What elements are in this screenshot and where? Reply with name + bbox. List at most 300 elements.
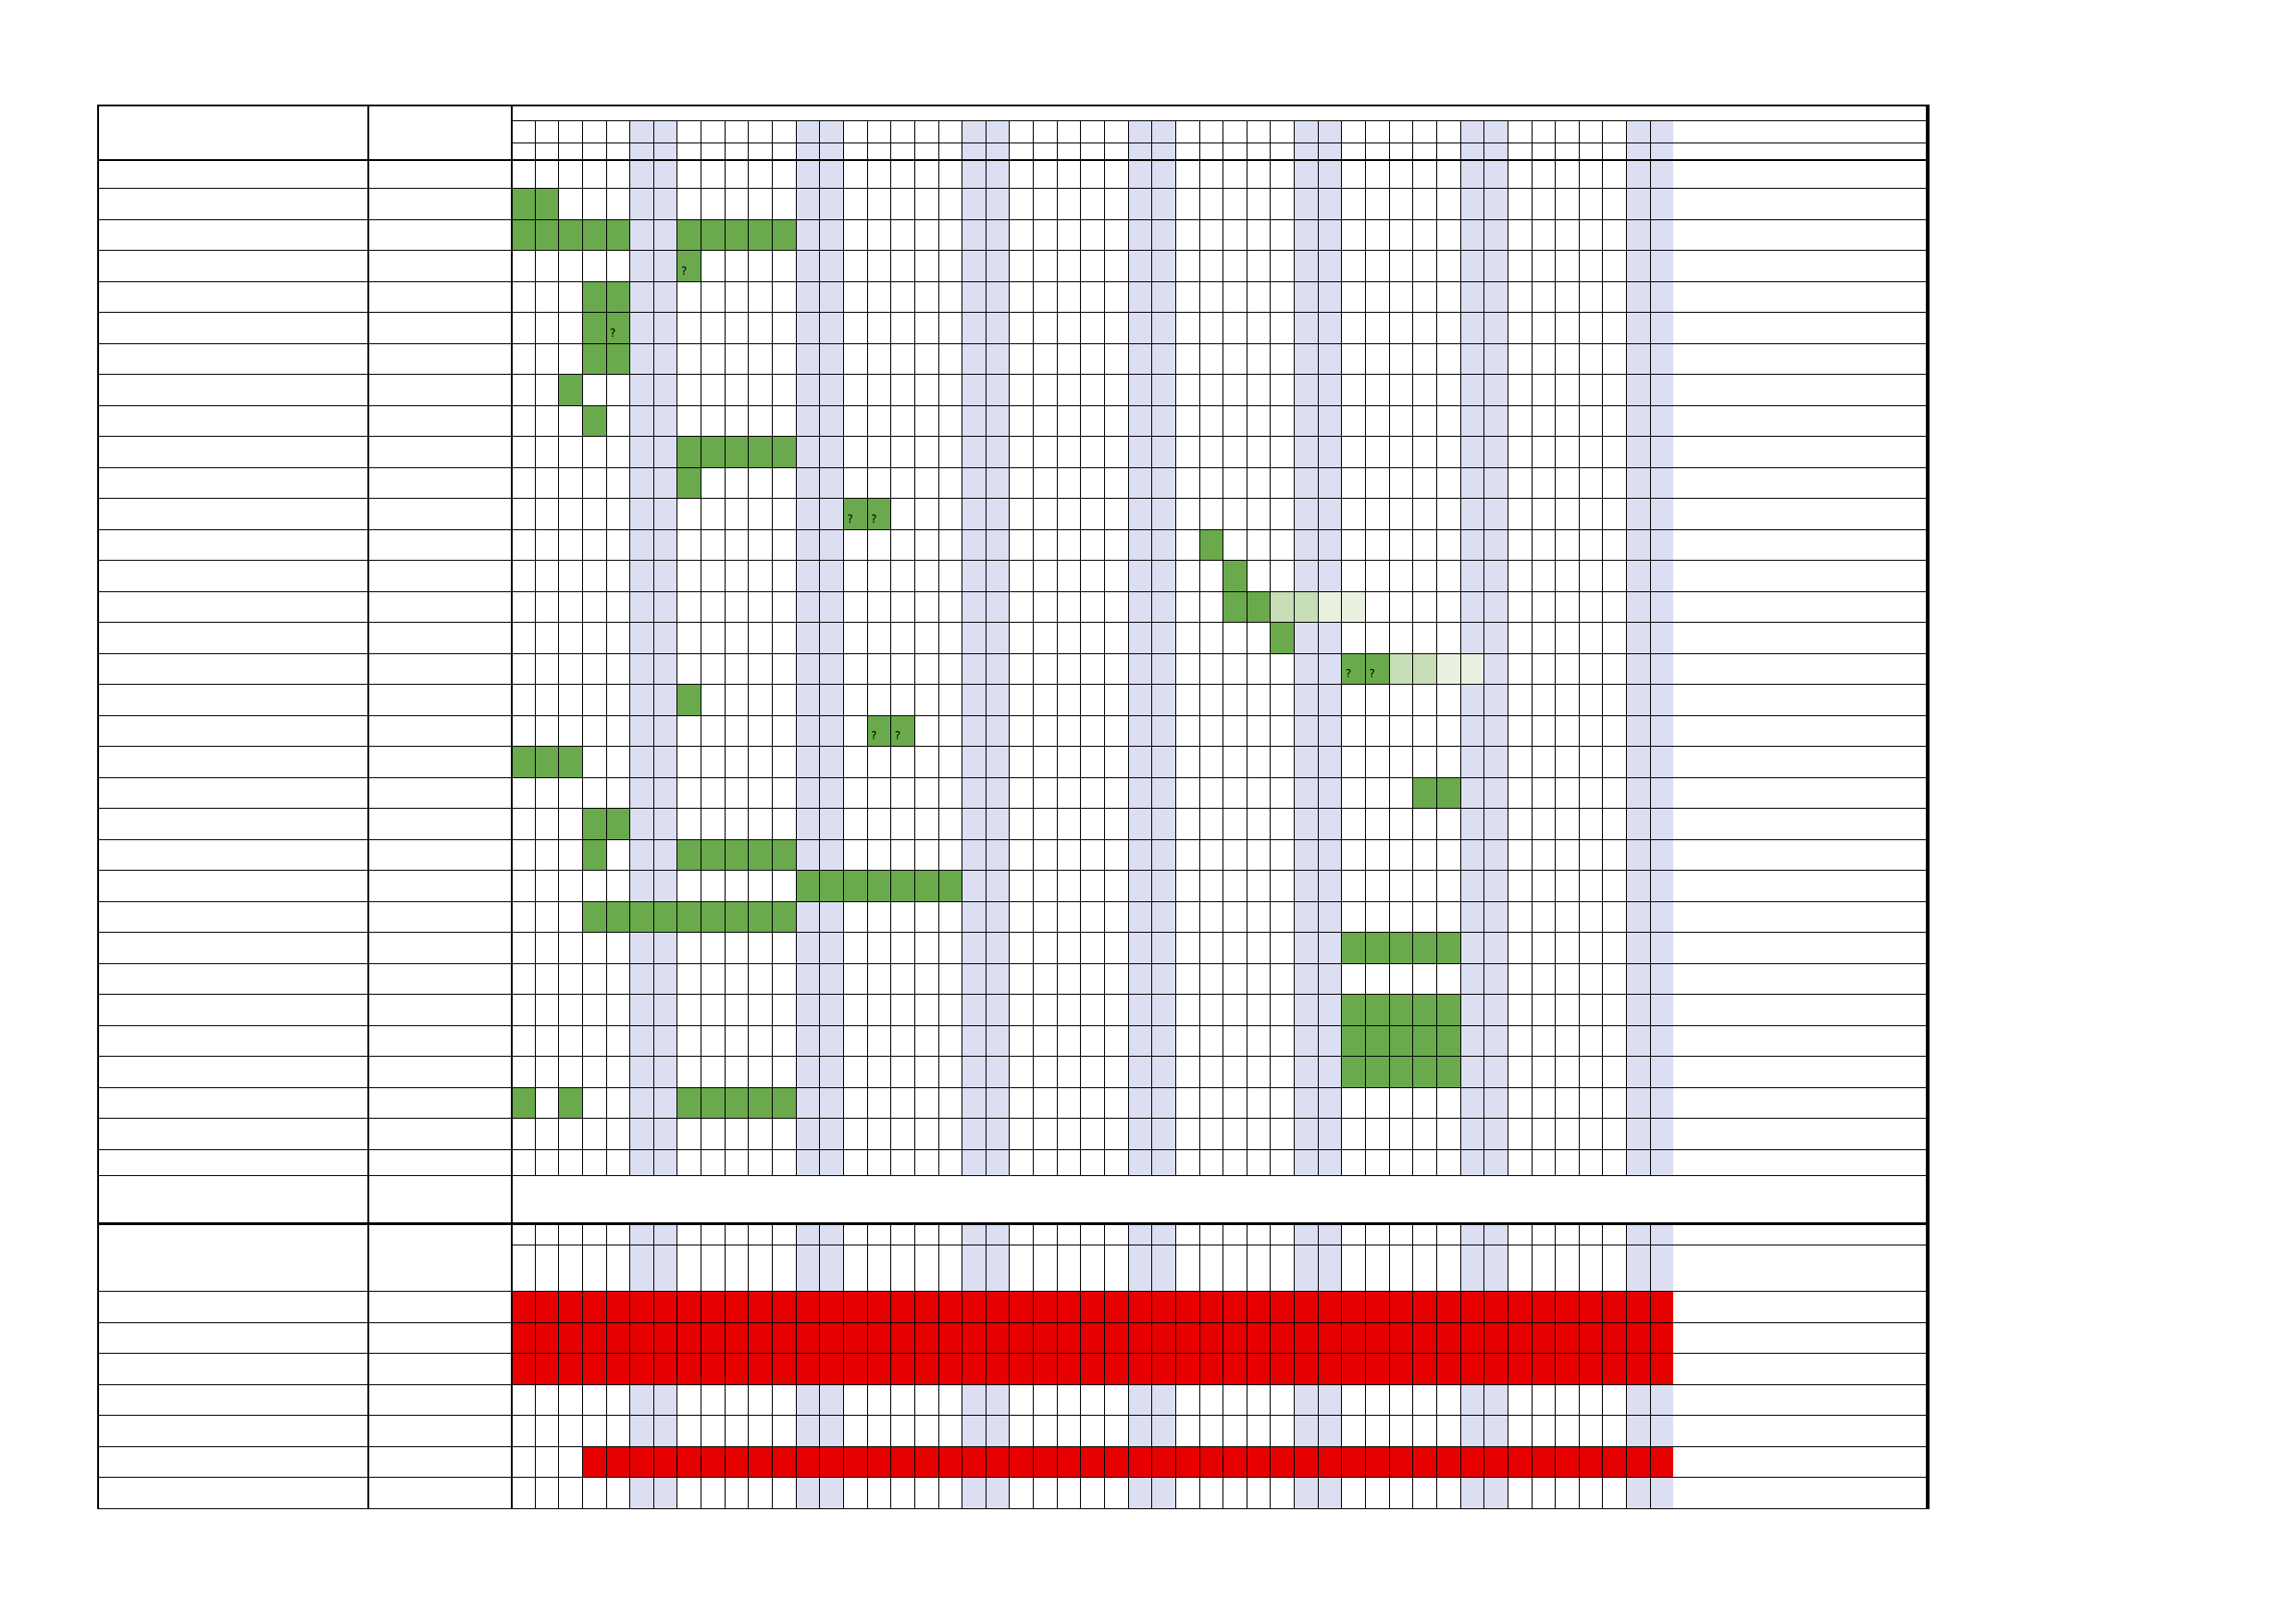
- hazard-cell: [558, 1353, 582, 1384]
- grid-hline: [97, 188, 1928, 189]
- task-bar-cell: [914, 870, 938, 901]
- hazard-cell: [701, 1291, 725, 1322]
- grid-hline: [97, 1446, 1928, 1447]
- hazard-cell: [1341, 1353, 1365, 1384]
- hazard-cell: [1579, 1322, 1603, 1354]
- grid-vline: [1389, 1224, 1390, 1508]
- grid-vline: [1436, 1224, 1437, 1508]
- hazard-cell: [1222, 1291, 1247, 1322]
- grid-vline: [890, 120, 891, 1175]
- column-border: [1928, 105, 1930, 1509]
- hazard-cell: [701, 1322, 725, 1354]
- task-bar-cell: [1436, 1025, 1460, 1057]
- hazard-cell: [1508, 1446, 1532, 1478]
- task-bar-cell: [725, 219, 749, 251]
- hazard-cell: [606, 1322, 630, 1354]
- grid-vline: [1057, 1224, 1058, 1508]
- hazard-cell: [558, 1322, 582, 1354]
- grid-vline: [819, 1224, 820, 1508]
- grid-vline: [1650, 1224, 1651, 1508]
- grid-hline: [97, 684, 1928, 685]
- weekday-divider: [511, 142, 1926, 143]
- grid-vline: [772, 1224, 773, 1508]
- grid-hline: [97, 467, 1928, 468]
- hazard-cell: [1151, 1353, 1175, 1384]
- grid-vline: [1579, 120, 1580, 1175]
- task-bar-cell: [748, 1087, 772, 1119]
- hazard-cell: [1389, 1322, 1413, 1354]
- month-divider: [511, 120, 1926, 121]
- grid-hline: [97, 1415, 1928, 1416]
- grid-vline: [1222, 120, 1223, 1175]
- grid-vline: [535, 1224, 536, 1508]
- hazard-cell: [819, 1446, 843, 1478]
- grid-vline: [1650, 120, 1651, 1175]
- grid-hline: [97, 312, 1928, 313]
- weekend-shade: [629, 120, 653, 1175]
- grid-vline: [914, 120, 915, 1175]
- grid-vline: [676, 120, 677, 1175]
- hazard-cell: [1151, 1291, 1175, 1322]
- grid-vline: [1151, 1224, 1152, 1508]
- hazard-cell: [701, 1446, 725, 1478]
- grid-hline: [97, 1175, 1928, 1176]
- task-bar-cell: [1412, 777, 1436, 809]
- grid-vline: [1412, 120, 1413, 1175]
- weekend-shade: [962, 120, 986, 1175]
- column-border: [97, 105, 99, 1509]
- hazard-cell: [1009, 1353, 1033, 1384]
- hazard-cell: [1175, 1291, 1199, 1322]
- grid-vline: [938, 1224, 939, 1508]
- hazard-cell: [1555, 1322, 1579, 1354]
- grid-hline: [97, 1025, 1928, 1026]
- question-mark: ?: [871, 512, 877, 526]
- grid-vline: [535, 120, 536, 1175]
- hazard-cell: [1508, 1291, 1532, 1322]
- task-bar-cell: [748, 901, 772, 933]
- task-bar-cell: [1412, 1025, 1436, 1057]
- hazard-cell: [629, 1322, 653, 1354]
- task-bar-cell: [725, 436, 749, 467]
- hazard-cell: [748, 1353, 772, 1384]
- hazard-cell: [914, 1291, 938, 1322]
- grid-vline: [1555, 1224, 1556, 1508]
- grid-vline: [653, 1224, 654, 1508]
- hazard-cell: [1460, 1446, 1484, 1478]
- task-bar-cell: [725, 1087, 749, 1119]
- task-bar-cell: [938, 870, 962, 901]
- task-bar-cell: [535, 219, 559, 251]
- hazard-cell: [1318, 1322, 1342, 1354]
- hazard-cell: [1080, 1291, 1104, 1322]
- grid-hline: [97, 994, 1928, 995]
- hazard-cell: [819, 1322, 843, 1354]
- hazard-cell: [819, 1291, 843, 1322]
- grid-vline: [629, 120, 630, 1175]
- grid-vline: [1602, 120, 1603, 1175]
- hazard-cell: [676, 1322, 701, 1354]
- task-bar-cell: [1341, 1025, 1365, 1057]
- task-bar-cell: [606, 281, 630, 313]
- task-bar-cell: [1389, 1056, 1413, 1087]
- weekend-shade: [819, 120, 843, 1175]
- grid-hline: [97, 374, 1928, 375]
- hazard-cell: [511, 1353, 535, 1384]
- task-bar-cell: [1199, 529, 1223, 561]
- hazard-cell: [1222, 1446, 1247, 1478]
- hazard-cell: [796, 1353, 820, 1384]
- hazard-cell: [535, 1353, 559, 1384]
- hazard-cell: [676, 1291, 701, 1322]
- hazard-cell: [1080, 1446, 1104, 1478]
- question-mark: ?: [680, 264, 688, 278]
- hazard-cell: [1128, 1446, 1152, 1478]
- hazard-cell: [1270, 1353, 1294, 1384]
- grid-vline: [914, 1224, 915, 1508]
- hazard-cell: [1318, 1446, 1342, 1478]
- task-bar-cell: [701, 219, 725, 251]
- weekend-shade: [1626, 120, 1650, 1175]
- grid-hline: [97, 250, 1928, 251]
- task-bar-cell: [1365, 932, 1389, 963]
- hazard-cell: [1033, 1322, 1057, 1354]
- hazard-cell: [843, 1353, 867, 1384]
- grid-vline: [1080, 120, 1081, 1175]
- hazard-cell: [1626, 1446, 1650, 1478]
- task-bar-cell: [1412, 994, 1436, 1025]
- hazard-cell: [1650, 1446, 1674, 1478]
- hazard-cell: [629, 1353, 653, 1384]
- grid-vline: [725, 1224, 726, 1508]
- task-bar-cell-tentative: [1341, 591, 1365, 623]
- grid-hline: [97, 839, 1928, 840]
- task-bar-cell-tentative: [1389, 653, 1413, 685]
- task-bar-cell: [1270, 622, 1294, 653]
- hazard-cell: [1365, 1353, 1389, 1384]
- hazard-cell: [629, 1291, 653, 1322]
- task-bar-cell: [535, 188, 559, 219]
- task-bar-cell: [582, 219, 606, 251]
- hazard-cell: [1436, 1322, 1460, 1354]
- hazard-cell: [511, 1291, 535, 1322]
- hazard-cell: [772, 1322, 796, 1354]
- task-bar-cell: [558, 374, 582, 405]
- hazard-cell: [1555, 1446, 1579, 1478]
- grid-vline: [653, 120, 654, 1175]
- hazard-cell: [843, 1322, 867, 1354]
- hazard-cell: [1412, 1353, 1436, 1384]
- grid-hline: [97, 870, 1928, 871]
- hazard-cell: [725, 1322, 749, 1354]
- weekend-shade: [986, 120, 1010, 1175]
- hazard-cell: [1151, 1446, 1175, 1478]
- section-divider: [97, 1222, 1928, 1225]
- hazard-cell: [1555, 1353, 1579, 1384]
- task-bar-cell: [701, 901, 725, 933]
- hazard-cell: [938, 1291, 962, 1322]
- hazard-cell: [535, 1322, 559, 1354]
- hazard-cell: [653, 1446, 677, 1478]
- hazard-cell: [1222, 1322, 1247, 1354]
- hazard-cell: [653, 1353, 677, 1384]
- task-bar-cell: [558, 219, 582, 251]
- hazard-cell: [843, 1446, 867, 1478]
- hazard-cell: [653, 1322, 677, 1354]
- grid-vline: [843, 120, 844, 1175]
- hazard-cell: [1483, 1322, 1508, 1354]
- task-bar-cell-tentative: [1318, 591, 1342, 623]
- hazard-cell: [938, 1353, 962, 1384]
- grid-vline: [1365, 1224, 1366, 1508]
- task-bar-cell: [1436, 777, 1460, 809]
- hazard-cell: [582, 1291, 606, 1322]
- task-bar-cell: [511, 188, 535, 219]
- hazard-cell: [1199, 1322, 1223, 1354]
- hazard-cell: [1247, 1322, 1271, 1354]
- task-bar-cell: [772, 901, 796, 933]
- grid-hline: [97, 715, 1928, 716]
- hazard-cell: [1033, 1446, 1057, 1478]
- hazard-cell: [1175, 1322, 1199, 1354]
- grid-vline: [558, 120, 559, 1175]
- weekend-shade: [1650, 120, 1674, 1175]
- grid-vline: [1341, 1224, 1342, 1508]
- grid-hline: [97, 777, 1928, 778]
- task-bar-cell: [511, 219, 535, 251]
- hazard-cell: [986, 1353, 1010, 1384]
- hazard-cell: [725, 1353, 749, 1384]
- hazard-cell: [1579, 1291, 1603, 1322]
- hazard-cell: [748, 1322, 772, 1354]
- task-bar-cell-tentative: [1270, 591, 1294, 623]
- grid-vline: [1270, 120, 1271, 1175]
- hazard-cell: [843, 1291, 867, 1322]
- grid-hline: [97, 932, 1928, 933]
- hazard-cell: [1365, 1291, 1389, 1322]
- grid-vline: [1270, 1224, 1271, 1508]
- grid-hline: [97, 963, 1928, 964]
- grid-vline: [1318, 120, 1319, 1175]
- hazard-cell: [1128, 1353, 1152, 1384]
- hazard-cell: [1460, 1291, 1484, 1322]
- hazard-cell: [1602, 1322, 1626, 1354]
- task-bar-cell: [1436, 932, 1460, 963]
- hazard-cell: [606, 1291, 630, 1322]
- hazard-cell: [1294, 1322, 1318, 1354]
- hazard-cell: [701, 1353, 725, 1384]
- task-bar-cell: [676, 219, 701, 251]
- grid-vline: [1033, 120, 1034, 1175]
- hazard-cell: [725, 1446, 749, 1478]
- hazard-cell: [1412, 1291, 1436, 1322]
- hazard-cell: [629, 1446, 653, 1478]
- grid-vline: [558, 1224, 559, 1508]
- grid-vline: [1294, 1224, 1295, 1508]
- hazard-cell: [772, 1353, 796, 1384]
- hazard-cell: [1650, 1353, 1674, 1384]
- hazard-cell: [867, 1322, 891, 1354]
- grid-vline: [629, 1224, 630, 1508]
- hazard-cell: [558, 1291, 582, 1322]
- grid-vline: [986, 1224, 987, 1508]
- task-bar-cell: [582, 839, 606, 871]
- task-bar-cell: [1365, 1025, 1389, 1057]
- hazard-cell: [1532, 1322, 1556, 1354]
- task-bar-cell-tentative: [1436, 653, 1460, 685]
- hazard-cell: [1270, 1322, 1294, 1354]
- hazard-cell: [1104, 1291, 1128, 1322]
- grid-hline: [97, 436, 1928, 437]
- task-bar-cell: [606, 808, 630, 839]
- task-bar-cell: [819, 870, 843, 901]
- task-bar-cell-tentative: [1460, 653, 1484, 685]
- task-bar-cell-tentative: [1294, 591, 1318, 623]
- hazard-cell: [1389, 1446, 1413, 1478]
- grid-vline: [819, 120, 820, 1175]
- question-mark: ?: [1345, 667, 1352, 680]
- grid-hline: [97, 281, 1928, 282]
- hazard-cell: [1270, 1291, 1294, 1322]
- task-bar-cell: [1412, 1056, 1436, 1087]
- task-bar-cell: [1222, 560, 1247, 591]
- grid-vline: [1412, 1224, 1413, 1508]
- grid-vline: [1009, 1224, 1010, 1508]
- grid-vline: [748, 120, 749, 1175]
- grid-hline: [97, 343, 1928, 344]
- hazard-cell: [914, 1322, 938, 1354]
- grid-vline: [1009, 120, 1010, 1175]
- hazard-cell: [748, 1291, 772, 1322]
- grid-hline: [97, 1118, 1928, 1119]
- hazard-cell: [1199, 1446, 1223, 1478]
- grid-vline: [1222, 1224, 1223, 1508]
- grid-vline: [1389, 120, 1390, 1175]
- hazard-cell: [1199, 1353, 1223, 1384]
- hazard-cell: [962, 1322, 986, 1354]
- grid-vline: [1579, 1224, 1580, 1508]
- grid-vline: [1483, 120, 1484, 1175]
- grid-hline: [97, 560, 1928, 561]
- hazard-cell: [535, 1291, 559, 1322]
- hazard-cell: [890, 1446, 914, 1478]
- task-bar-cell: [772, 219, 796, 251]
- grid-hline: [97, 1353, 1928, 1354]
- grid-vline: [606, 1224, 607, 1508]
- task-bar-cell: [701, 839, 725, 871]
- task-bar-cell: [867, 870, 891, 901]
- grid-vline: [725, 120, 726, 1175]
- frame-top: [97, 105, 1928, 106]
- weekend-shade: [1460, 120, 1484, 1175]
- task-bar-cell: [582, 808, 606, 839]
- grid-vline: [1199, 120, 1200, 1175]
- hazard-cell: [938, 1446, 962, 1478]
- hazard-cell: [1247, 1291, 1271, 1322]
- question-mark: ?: [847, 512, 853, 526]
- grid-hline: [97, 746, 1928, 747]
- hazard-cell: [1080, 1353, 1104, 1384]
- hazard-cell: [1412, 1322, 1436, 1354]
- hazard-cell: [1650, 1322, 1674, 1354]
- task-bar-cell: [1365, 1056, 1389, 1087]
- grid-hline: [97, 1477, 1928, 1478]
- weekend-shade: [1483, 120, 1508, 1175]
- grid-vline: [1460, 120, 1461, 1175]
- hazard-cell: [986, 1446, 1010, 1478]
- hazard-cell: [1151, 1322, 1175, 1354]
- hazard-cell: [1483, 1291, 1508, 1322]
- task-bar-cell: [796, 870, 820, 901]
- task-bar-cell: [1247, 591, 1271, 623]
- task-bar-cell: [748, 839, 772, 871]
- weekend-shade: [653, 120, 677, 1175]
- column-border: [511, 105, 513, 1509]
- hazard-cell: [1412, 1446, 1436, 1478]
- hazard-cell: [1175, 1446, 1199, 1478]
- task-bar-cell: [511, 1087, 535, 1119]
- task-bar-cell: [772, 1087, 796, 1119]
- grid-vline: [867, 1224, 868, 1508]
- grid-vline: [843, 1224, 844, 1508]
- grid-hline: [97, 901, 1928, 902]
- hazard-cell: [1128, 1291, 1152, 1322]
- hazard-cell: [1294, 1446, 1318, 1478]
- hazard-cell: [986, 1291, 1010, 1322]
- grid-vline: [1104, 1224, 1105, 1508]
- hazard-cell: [1009, 1291, 1033, 1322]
- task-bar-cell-tentative: [1412, 653, 1436, 685]
- weekend-shade: [1128, 120, 1152, 1175]
- grid-vline: [938, 120, 939, 1175]
- task-bar-cell: [725, 839, 749, 871]
- task-bar-cell: [701, 1087, 725, 1119]
- hazard-cell: [1033, 1353, 1057, 1384]
- task-bar-cell: [676, 839, 701, 871]
- task-bar-cell: [1412, 932, 1436, 963]
- hazard-cell: [676, 1446, 701, 1478]
- hazard-cell: [867, 1353, 891, 1384]
- task-bar-cell: [1389, 932, 1413, 963]
- grid-hline: [97, 1291, 1928, 1292]
- hazard-cell: [1270, 1446, 1294, 1478]
- hazard-cell: [1104, 1446, 1128, 1478]
- hazard-cell: [1602, 1353, 1626, 1384]
- hazard-cell: [867, 1446, 891, 1478]
- hazard-cell: [1247, 1446, 1271, 1478]
- hazard-cell: [676, 1353, 701, 1384]
- hazard-cell: [1175, 1353, 1199, 1384]
- grid-vline: [582, 1224, 583, 1508]
- hazard-cell: [1341, 1446, 1365, 1478]
- task-bar-cell: [606, 901, 630, 933]
- weekend-shade: [796, 120, 820, 1175]
- hazard-cell: [1602, 1291, 1626, 1322]
- hazard-cell: [653, 1291, 677, 1322]
- task-bar-cell: [558, 1087, 582, 1119]
- task-bar-cell: [890, 870, 914, 901]
- grid-vline: [796, 120, 797, 1175]
- hazard-cell: [890, 1353, 914, 1384]
- grid-vline: [606, 120, 607, 1175]
- hazard-cell: [819, 1353, 843, 1384]
- task-bar-cell: [676, 901, 701, 933]
- hazard-cell: [1247, 1353, 1271, 1384]
- hazard-cell: [1222, 1353, 1247, 1384]
- task-bar-cell: [511, 746, 535, 777]
- hazard-cell: [1483, 1446, 1508, 1478]
- grid-vline: [1365, 120, 1366, 1175]
